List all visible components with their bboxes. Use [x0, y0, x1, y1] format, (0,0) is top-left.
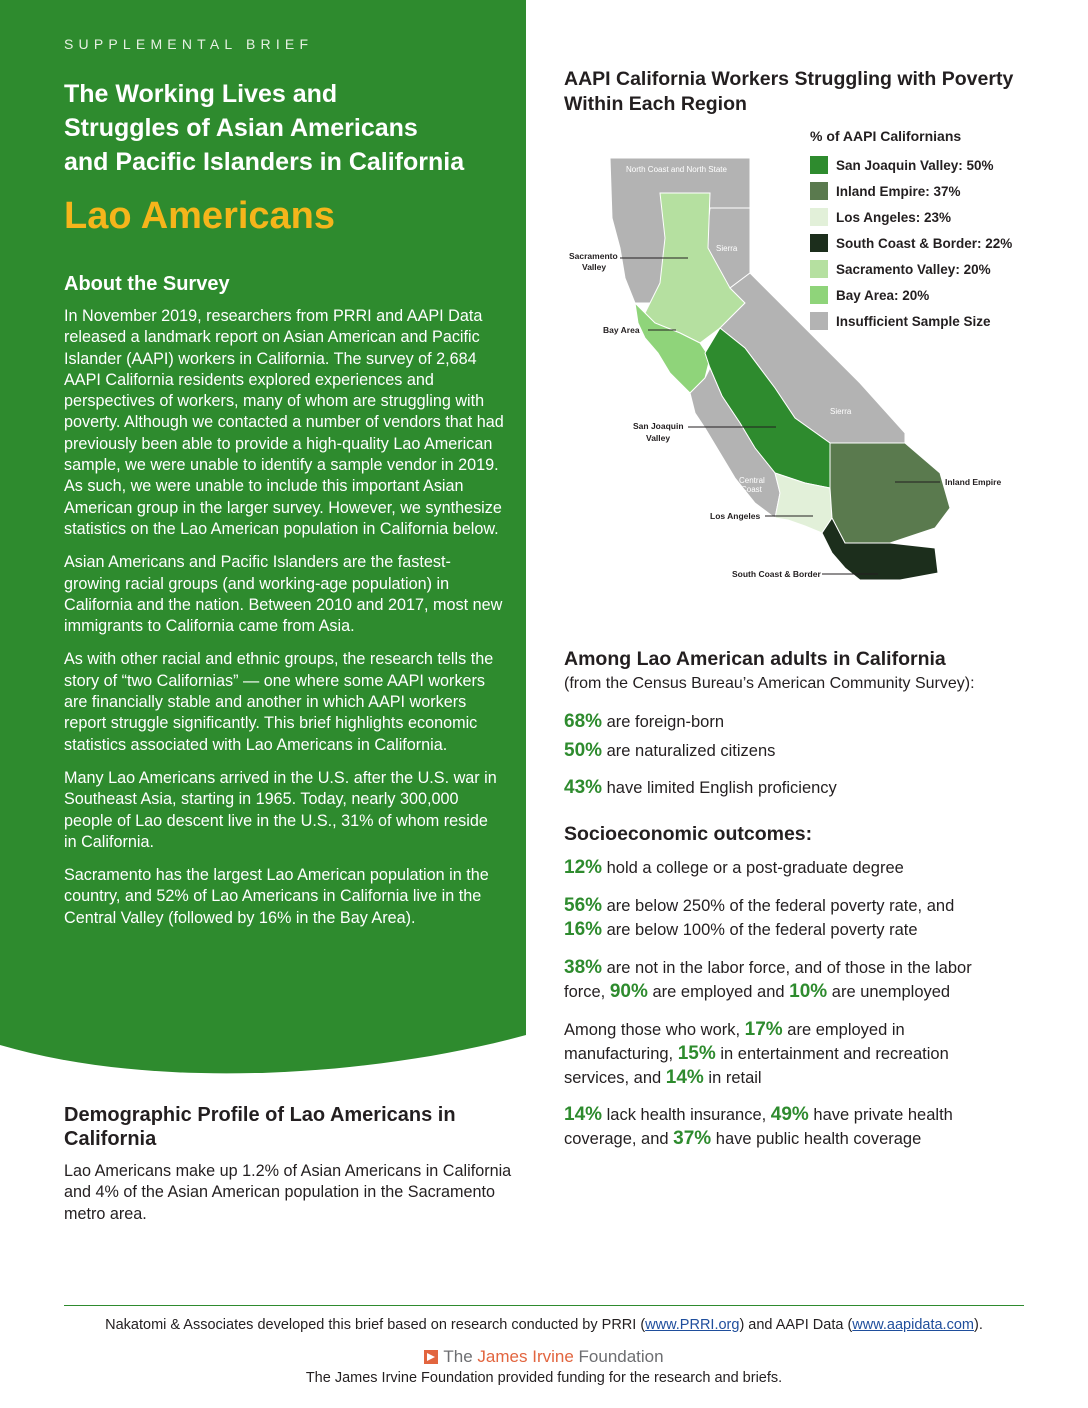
legend-item — [810, 204, 1070, 230]
stats-subheading: (from the Census Bureau’s American Community Survey): — [564, 675, 975, 692]
footer-credit — [0, 1317, 1088, 1333]
stat-employment-sectors — [564, 1018, 984, 1090]
map-label-sacramento-2: Valley — [582, 262, 607, 272]
about-survey-heading: About the Survey — [64, 273, 230, 295]
about-paragraph: Asian Americans and Pacific Islanders are the fastest-growing racial groups (and working-age population) in California and the nation. Between 2010 and 2017, most new immigrants to California came from Asia. — [64, 553, 503, 636]
subject-title: Lao Americans — [64, 195, 336, 237]
legend-label: Sacramento Valley: 20% — [836, 261, 991, 277]
map-label-sierra-top: Sierra — [716, 244, 738, 253]
legend-label: Bay Area: 20% — [836, 287, 930, 303]
brief-title — [64, 77, 514, 179]
stat-text: are below 250% of the federal poverty rate, and — [602, 897, 955, 915]
map-label-san-joaquin-1: San Joaquin — [633, 421, 684, 431]
stat-health-insurance — [564, 1103, 984, 1151]
map-label-south-coast: South Coast & Border — [732, 569, 821, 579]
stat-percent: 38% — [564, 957, 603, 978]
brief-title-line: The Working Lives and — [64, 80, 338, 108]
stat-limited-english — [564, 776, 1044, 800]
stat-percent: 14% — [564, 1104, 603, 1125]
stat-percent: 17% — [744, 1019, 783, 1040]
legend-swatch — [810, 312, 828, 330]
region-inland-empire — [830, 443, 950, 543]
demographic-profile-text: Lao Americans make up 1.2% of Asian Americans in California and 4% of the Asian American population in the Sacramento metro area. — [64, 1162, 512, 1223]
stat-percent: 10% — [789, 981, 828, 1002]
stat-naturalized — [564, 739, 1044, 763]
legend-label: San Joaquin Valley: 50% — [836, 157, 994, 173]
funding-note: The James Irvine Foundation provided funding for the research and briefs. — [305, 1370, 783, 1386]
foundation-logo-text — [443, 1347, 663, 1367]
map-title: AAPI California Workers Struggling with Poverty Within Each Region — [564, 68, 1014, 115]
stat-foreign-born — [564, 710, 1044, 734]
stat-text: are naturalized citizens — [602, 742, 776, 760]
foundation-logo-the: The — [443, 1347, 478, 1366]
about-paragraph: In November 2019, researchers from PRRI and AAPI Data released a landmark report on Asian American and Pacific Islander (AAPI) workers in California. The survey of 2,684 AAPI California residents explored experiences and perspectives of workers, many of whom are struggling with poverty. Although we contacted a number of vendors that had previously been able to provide a high-quality Lao American sample, we were unable to identify a sample vendor in 2019. As such, we were unable to include this important Asian American group in the larger survey. However, we synthesize statistics on the Lao American population in California below. — [64, 307, 504, 538]
stat-text: have private health coverage, and — [564, 1106, 953, 1148]
stat-percent: 56% — [564, 895, 603, 916]
about-paragraph: As with other racial and ethnic groups, the research tells the story of “two Californias” — one where some AAPI workers are financially stable and another in which AAPI workers report struggle significantly. This brief highlights economic statistics associated with Lao Americans in California. — [64, 650, 494, 754]
stat-text: are unemployed — [827, 983, 951, 1001]
legend-item — [810, 282, 1070, 308]
stat-poverty — [564, 894, 1044, 942]
aapidata-link[interactable]: www.aapidata.com — [852, 1317, 974, 1333]
brief-title-line: and Pacific Islanders in California — [64, 148, 465, 176]
stat-labor-force — [564, 956, 1004, 1004]
james-irvine-foundation-logo — [0, 1347, 1088, 1367]
footer-credit-text: ) and AAPI Data ( — [739, 1317, 853, 1333]
stat-percent: 50% — [564, 740, 603, 761]
stat-text: hold a college or a post-graduate degree — [602, 859, 904, 877]
stat-text: are employed in manufacturing, — [564, 1021, 905, 1063]
footer-divider — [64, 1305, 1024, 1306]
stat-text: lack health insurance, — [602, 1106, 771, 1124]
stat-text: are not in the labor force, and of those in the labor force, — [564, 959, 972, 1001]
stat-text: in entertainment and recreation services, and — [564, 1045, 949, 1087]
stat-text: are below 100% of the federal poverty rate — [602, 921, 918, 939]
stat-percent: 15% — [677, 1043, 716, 1064]
stat-text: have public health coverage — [711, 1130, 922, 1148]
stat-percent: 14% — [665, 1067, 704, 1088]
legend-label: Insufficient Sample Size — [836, 313, 991, 329]
legend-label: Inland Empire: 37% — [836, 183, 961, 199]
stat-college-degree — [564, 856, 1044, 880]
foundation-logo-name: James Irvine — [477, 1347, 574, 1366]
legend-title: % of AAPI Californians — [810, 128, 962, 144]
footer-credit-text: Nakatomi & Associates developed this brief based on research conducted by PRRI ( — [105, 1317, 646, 1333]
map-label-central-coast-1: Central — [739, 476, 765, 485]
legend-label: Los Angeles: 23% — [836, 209, 952, 225]
map-label-san-joaquin-2: Valley — [646, 433, 671, 443]
stat-text: in retail — [703, 1069, 762, 1087]
map-label-central-coast-2: Coast — [741, 485, 762, 494]
stat-percent: 16% — [564, 919, 603, 940]
legend-swatch — [810, 260, 828, 278]
stat-percent: 43% — [564, 777, 603, 798]
prri-link[interactable]: www.PRRI.org — [645, 1317, 740, 1333]
legend-swatch — [810, 286, 828, 304]
map-label-sacramento-1: Sacramento — [569, 251, 618, 261]
stat-percent: 68% — [564, 711, 603, 732]
about-survey-body — [64, 306, 504, 941]
foundation-logo-suffix: Foundation — [573, 1347, 664, 1366]
stats-heading: Among Lao American adults in California — [564, 648, 946, 670]
socioeconomic-heading: Socioeconomic outcomes: — [564, 823, 813, 845]
stat-percent: 37% — [673, 1128, 712, 1149]
supplemental-brief-label: SUPPLEMENTAL BRIEF — [64, 36, 314, 52]
map-label-north-coast: North Coast and North State — [626, 165, 727, 174]
about-paragraph: Many Lao Americans arrived in the U.S. after the U.S. war in Southeast Asia, starting in 1965. Today, nearly 300,000 people of Lao descent live in the U.S., 31% of whom reside in California. — [64, 768, 497, 851]
about-paragraph: Sacramento has the largest Lao American population in the country, and 52% of Lao Americans in California live in the Central Valley (followed by 16% in the Bay Area). — [64, 866, 489, 927]
footer-credit-text: ). — [973, 1317, 983, 1333]
legend-swatch — [810, 208, 828, 226]
map-label-bay-area: Bay Area — [603, 325, 640, 335]
stat-text: Among those who work, — [564, 1021, 745, 1039]
legend-item — [810, 178, 1070, 204]
legend-item — [810, 230, 1070, 256]
brief-title-line: Struggles of Asian Americans — [64, 114, 418, 142]
legend-item — [810, 308, 1070, 334]
legend-swatch — [810, 182, 828, 200]
map-legend — [810, 128, 1070, 334]
stat-percent: 49% — [770, 1104, 809, 1125]
legend-swatch — [810, 156, 828, 174]
stat-text: are employed and — [647, 983, 790, 1001]
foundation-logo-icon — [424, 1350, 438, 1364]
stat-text: are foreign-born — [602, 713, 725, 731]
map-label-sierra-mid: Sierra — [830, 407, 852, 416]
legend-item — [810, 256, 1070, 282]
map-label-los-angeles: Los Angeles — [710, 511, 761, 521]
map-label-inland-empire: Inland Empire — [945, 477, 1002, 487]
legend-swatch — [810, 234, 828, 252]
stat-percent: 12% — [564, 857, 603, 878]
legend-label: South Coast & Border: 22% — [836, 235, 1013, 251]
demographic-profile-heading: Demographic Profile of Lao Americans in California — [64, 1104, 456, 1150]
legend-item — [810, 152, 1070, 178]
stat-text: have limited English proficiency — [602, 779, 837, 797]
stat-percent: 90% — [609, 981, 648, 1002]
